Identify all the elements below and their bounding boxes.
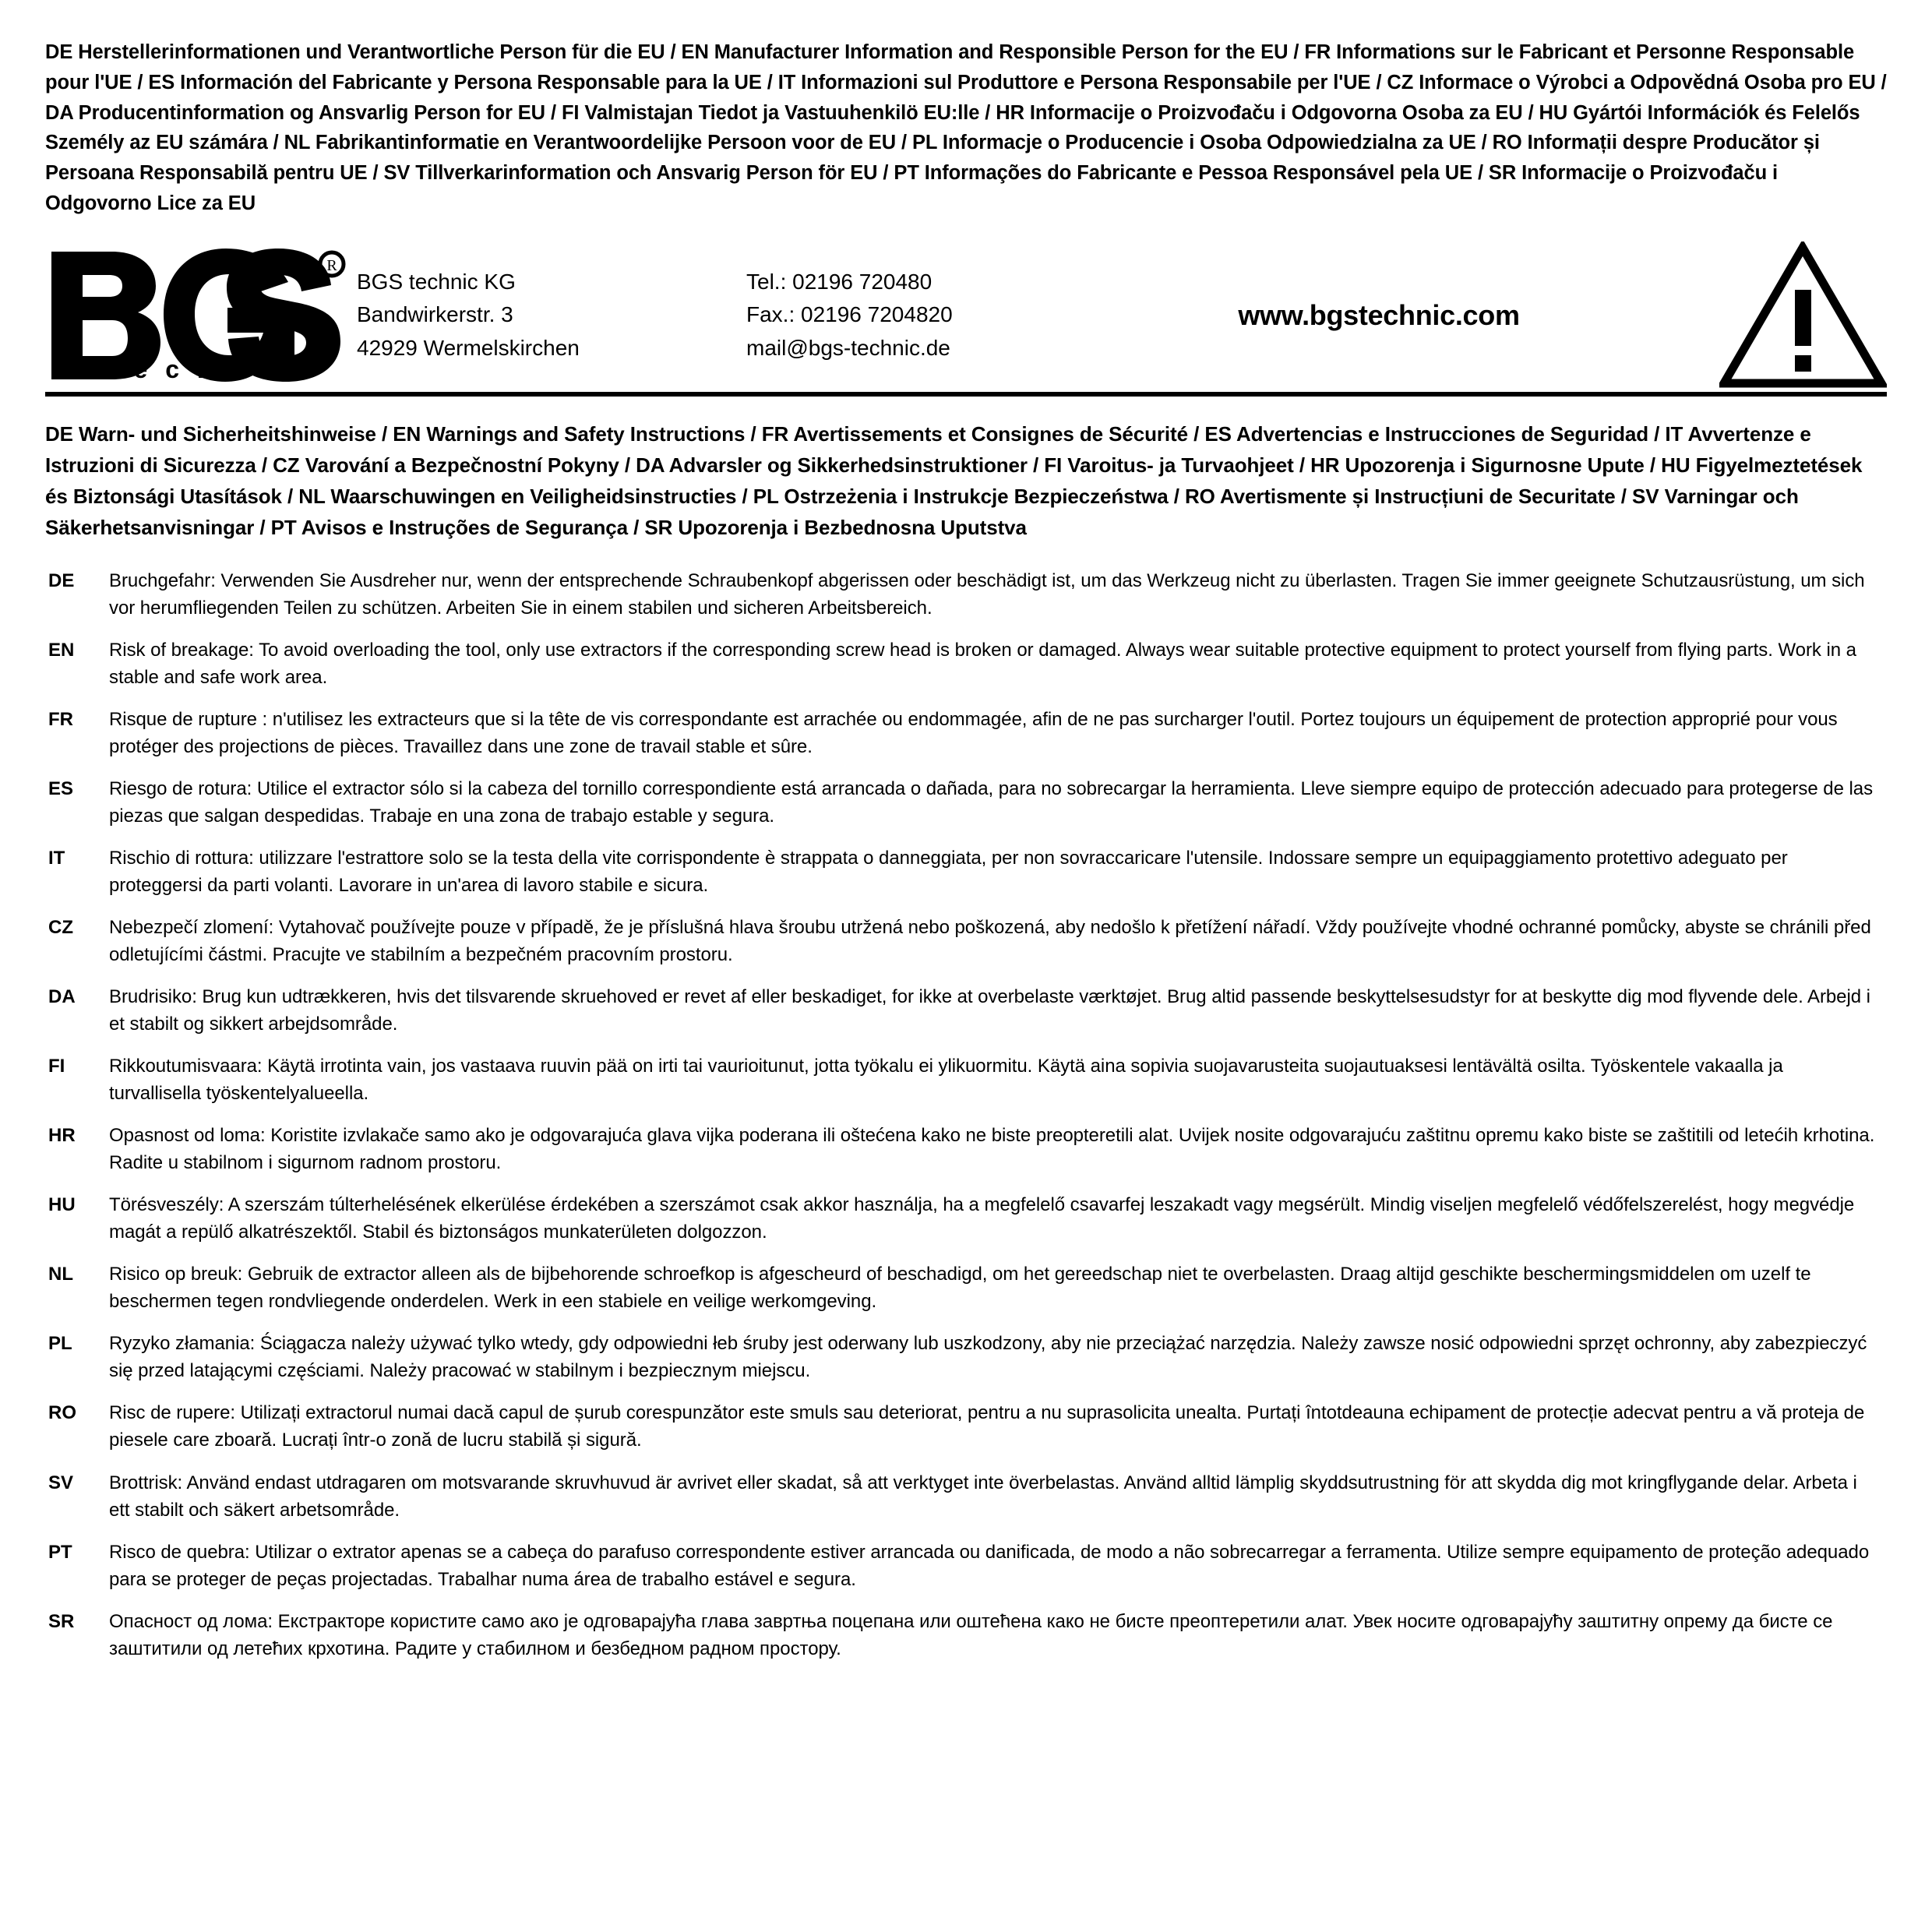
warning-text: Rischio di rottura: utilizzare l'estrattore solo se la testa della vite corrispondente è strappata o danneggiata, per non sovraccaricare l'utensile. Indossare sempre un equipaggiamento protettivo adeguato per proteggersi da parti volanti. Lavorare in un'area di lavoro stabile e sicura.: [109, 847, 1788, 896]
language-code: PT: [48, 1541, 72, 1563]
warning-row: [45, 1260, 1887, 1315]
warning-row: [45, 706, 1887, 760]
language-code: SR: [48, 1610, 75, 1632]
warning-text: Risico op breuk: Gebruik de extractor alleen als de bijbehorende schroefkop is afgescheurd of beschadigd, om het gereedschap niet te overbelasten. Draag altijd geschikte beschermingsmiddelen om uzelf te beschermen tegen rondvliegende onderdelen. Werk in een stabiele en veilige werkomgeving.: [109, 1264, 1811, 1313]
warning-text: Rikkoutumisvaara: Käytä irrotinta vain, jos vastaava ruuvin pää on irti tai vaurioitunut, jotta työkalu ei ylikuormitu. Käytä aina sopivia suojavarusteita suojautuaksesi lentävältä osilta. Työskentele vakaalla ja turvallisella työskentelyalueella.: [109, 1056, 1783, 1105]
warning-triangle-icon: [1708, 242, 1887, 390]
warnings-list: [45, 567, 1887, 1662]
bgs-logo: [45, 247, 349, 383]
warning-text: Risque de rupture : n'utilisez les extracteurs que si la tête de vis correspondante est arrachée ou endommagée, afin de ne pas surcharger l'outil. Portez toujours un équipement de protection approprié pour vous protéger des projections de pièces. Travaillez dans une zone de travail stable et sûre.: [109, 708, 1838, 757]
warning-triangle-graphic: [1719, 242, 1887, 390]
language-code: DA: [48, 986, 76, 1008]
warning-text: Ryzyko złamania: Ściągacza należy używać tylko wtedy, gdy odpowiedni łeb śruby jest oderwany lub uszkodzony, aby nie przeciążać narzędzia. Należy zawsze nosić odpowiedni sprzęt ochronny, aby zabezpieczyć się przed latającymi częściami. Należy pracować w stabilnym i bezpiecznym miejscu.: [109, 1333, 1867, 1382]
warning-row: [45, 844, 1887, 899]
warning-row: [45, 983, 1887, 1038]
company-email: mail@bgs-technic.de: [746, 335, 950, 360]
company-street: Bandwirkerstr. 3: [357, 302, 513, 327]
warning-row: [45, 1608, 1887, 1662]
language-code: PL: [48, 1333, 72, 1355]
company-fax: Fax.: 02196 7204820: [746, 302, 953, 327]
language-code: NL: [48, 1264, 73, 1285]
warning-text: Brudrisiko: Brug kun udtrækkeren, hvis det tilsvarende skruehoved er revet af eller beskadiget, for ikke at overbelaste værktøjet. Brug altid passende beskyttelsesudstyr for at beskytte dig mod flyvende dele. Arbejd i et stabilt og sikkert arbejdsområde.: [109, 986, 1870, 1035]
warning-row: [45, 1469, 1887, 1524]
language-code: ES: [48, 777, 74, 799]
svg-text:R: R: [326, 257, 337, 274]
language-code: CZ: [48, 917, 73, 938]
warning-text: Opasnost od loma: Koristite izvlakače samo ako je odgovarajuća glava vijka poderana ili oštećena kako ne biste preopteretili alat. Uvijek nosite odgovarajuću zaštitnu opremu kako biste se zaštitili od letećih krhotina. Radite u stabilnom i sigurnom radnom prostoru.: [109, 1125, 1875, 1174]
company-city: 42929 Wermelskirchen: [357, 335, 580, 360]
warning-text: Nebezpečí zlomení: Vytahovač používejte pouze v případě, že je příslušná hlava šroubu utržená nebo poškozená, aby nedošlo k přetížení nářadí. Vždy používejte vhodné ochranné pomůcky, abyste se chránili před odletujícími částmi. Pracujte ve stabilním a bezpečném pracovním prostoru.: [109, 917, 1871, 966]
warning-text: Risk of breakage: To avoid overloading the tool, only use extractors if the corresponding screw head is broken or damaged. Always wear suitable protective equipment to protect yourself from flying parts. Work in a stable and safe work area.: [109, 639, 1856, 688]
warning-row: [45, 1052, 1887, 1107]
bgs-logo-graphic: [45, 247, 349, 383]
manufacturer-info-heading: DE Herstellerinformationen und Verantwortliche Person für die EU / EN Manufacturer Information and Responsible Person for the EU / FR Informations sur le Fabricant et Personne Responsable pour l'UE / ES Información del Fabricante y Persona Responsable para la UE / IT Informazioni sul Produttore e Persona Responsabile per l'UE / CZ Informace o Výrobci a Odpovědná Osoba pro EU / DA Producentinformation og Ansvarlig Person for EU / FI Valmistajan Tiedot ja Vastuuhenkilö EU:lle / HR Informacije o Proizvođaču i Odgovorna Osoba za EU / HU Gyártói Információk és Felelős Személy az EU számára / NL Fabrikantinformatie en Verantwoordelijke Persoon voor de EU / PL Informacje o Producencie i Osoba Odpowiedzialna za UE / RO Informații despre Producător și Persoana Responsabilă pentru UE / SV Tillverkarinformation och Ansvarig Person för EU / PT Informações do Fabricante e Pessoa Responsável pela UE / SR Informacije o Proizvođaču i Odgovorno Lice za EU: [45, 41, 1887, 214]
language-code: IT: [48, 847, 65, 869]
warning-text: Brottrisk: Använd endast utdragaren om motsvarande skruvhuvud är avrivet eller skadat, så att verktyget inte överbelastas. Använd alltid lämplig skyddsutrustning för att skydda dig mot kringflygande delar. Arbeta i ett stabilt och säkert arbetsområde.: [109, 1472, 1857, 1521]
warnings-heading: DE Warn- und Sicherheitshinweise / EN Warnings and Safety Instructions / FR Avertissements et Consignes de Sécurité / ES Advertencias e Instrucciones de Seguridad / IT Avvertenze e Istruzioni di Sicurezza / CZ Varování a Bezpečnostní Pokyny / DA Advarsler og Sikkerhedsinstruktioner / FI Varoitus- ja Turvaohjeet / HR Upozorenja i Sigurnosne Upute / HU Figyelmeztetések és Biztonsági Utasítások / NL Waarschuwingen en Veiligheidsinstructies / PL Ostrzeżenia i Instrukcje Bezpieczeństwa / RO Avertismente și Instrucțiuni de Securitate / SV Varningar och Säkerhetsanvisningar / PT Avisos e Instruções de Segurança / SR Upozorenja i Bezbednosna Uputstva: [45, 421, 1863, 540]
warning-text: Bruchgefahr: Verwenden Sie Ausdreher nur, wenn der entsprechende Schraubenkopf abgerissen oder beschädigt ist, um das Werkzeug nicht zu überlasten. Tragen Sie immer geeignete Schutzausrüstung, um sich vor herumfliegenden Teilen zu schützen. Arbeiten Sie in einem stabilen und sicheren Arbeitsbereich.: [109, 569, 1865, 619]
language-code: SV: [48, 1472, 74, 1493]
company-contact: [746, 266, 1081, 365]
language-code: DE: [48, 569, 75, 591]
warning-text: Riesgo de rotura: Utilice el extractor sólo si la cabeza del tornillo correspondiente está arrancada o dañada, para no sobrecargar la herramienta. Lleve siempre equipo de protección adecuado para protegerse de las piezas que salgan despedidas. Trabaje en una zona de trabajo estable y segura.: [109, 777, 1874, 827]
warning-row: [45, 1539, 1887, 1593]
warning-row: [45, 775, 1887, 830]
warning-row: [45, 1330, 1887, 1384]
company-name: BGS technic KG: [357, 269, 516, 294]
warning-text: Опасност од лома: Екстракторе користите само ако је одговарајућа глава завртња поцепана или оштећена како не бисте преоптеретили алат. Увек носите одговарајућу заштитну опрему да бисте се заштитили од летећих крхотина. Радите у стабилном и безбедном радном простору.: [109, 1610, 1833, 1659]
language-code: FI: [48, 1056, 65, 1077]
warning-row: [45, 1122, 1887, 1176]
company-website: www.bgstechnic.com: [1238, 298, 1520, 331]
warning-row: [45, 1191, 1887, 1246]
warning-row: [45, 1399, 1887, 1454]
warning-text: Törésveszély: A szerszám túlterhelésének elkerülése érdekében a szerszámot csak akkor használja, ha a megfelelő csavarfej leszakadt vagy megsérült. Mindig viseljen megfelelő védőfelszerelést, hogy megvédje magát a repülő alkatrészektől. Stabil és biztonságos munkaterületen dolgozzon.: [109, 1194, 1855, 1243]
language-code: HR: [48, 1125, 76, 1147]
company-address: [349, 266, 746, 365]
company-info-band: [45, 233, 1887, 397]
warning-row: [45, 567, 1887, 622]
warning-row: [45, 914, 1887, 968]
language-code: HU: [48, 1194, 76, 1216]
warning-text: Risc de rupere: Utilizați extractorul numai dacă capul de șurub corespunzător este smuls sau deteriorat, pentru a nu suprasolicita unealta. Purtați întotdeauna echipament de protecție adecvat pentru a vă proteja de piesele care zboară. Lucrați într-o zonă de lucru stabilă și sigură.: [109, 1402, 1865, 1451]
svg-text:t e c h n i c: t e c h n i c: [108, 355, 308, 383]
company-tel: Tel.: 02196 720480: [746, 269, 933, 294]
language-code: RO: [48, 1402, 76, 1424]
language-code: FR: [48, 708, 73, 730]
warning-row: [45, 636, 1887, 691]
warning-text: Risco de quebra: Utilizar o extrator apenas se a cabeça do parafuso correspondente estiver arrancada ou danificada, de modo a não sobrecarregar a ferramenta. Utilize sempre equipamento de proteção adequado para se proteger de peças projectadas. Trabalhar numa área de trabalho estável e segura.: [109, 1541, 1870, 1590]
language-code: EN: [48, 639, 75, 661]
